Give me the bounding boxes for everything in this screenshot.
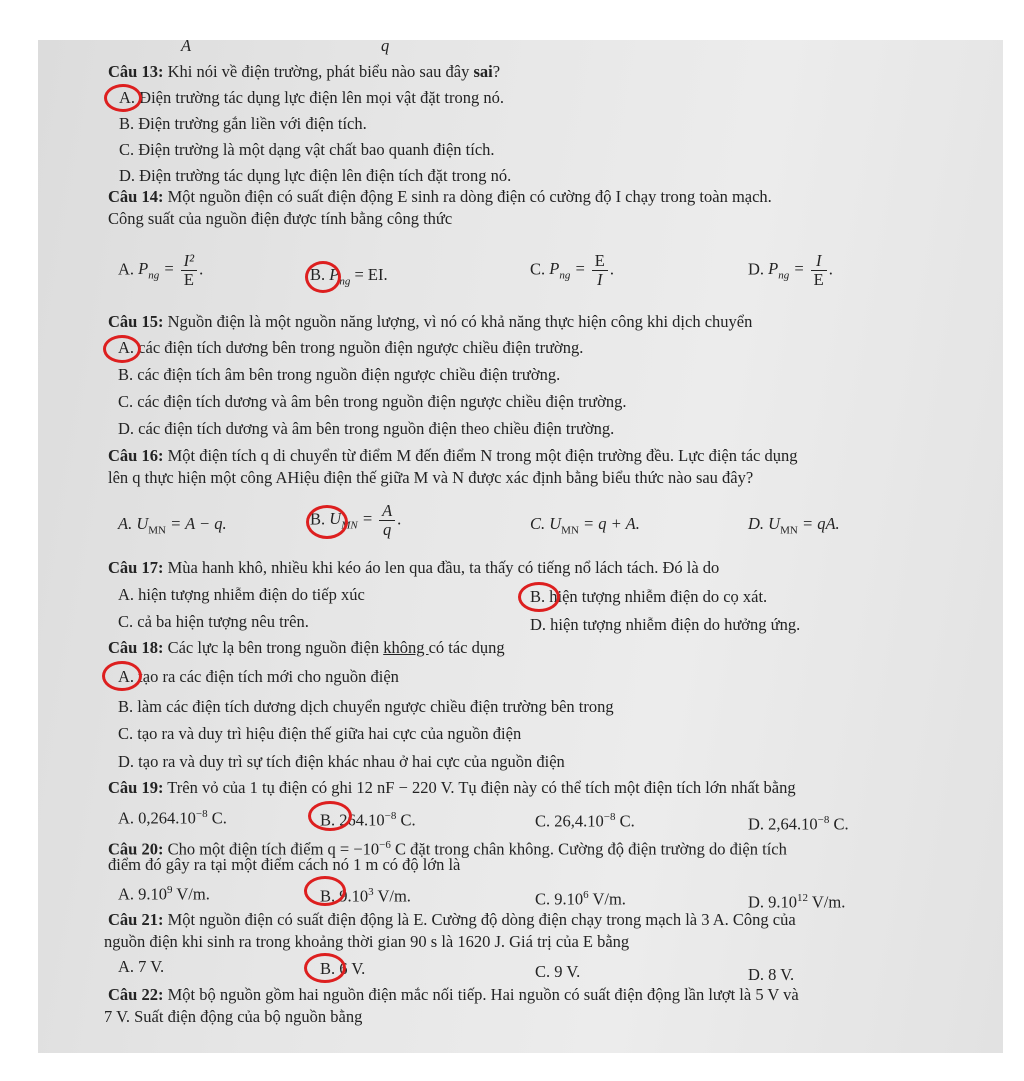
q20-c-text: C. 9.10 — [535, 889, 584, 909]
question-15-text: Nguồn điện là một nguồn năng lượng, vì nó có khả năng thực hiện công khi dịch chuyển — [163, 312, 753, 331]
q14-d-sub: ng — [778, 269, 790, 282]
q20-a-text: A. 9.10 — [118, 884, 168, 904]
question-14-text: Một nguồn điện có suất điện động E sinh ra dòng điện có cường độ I chạy trong toàn mạch. — [163, 187, 772, 206]
q16-d-text: D. U — [748, 514, 781, 533]
q14-c-lhs: P — [549, 259, 560, 279]
q19-d-unit: C. — [829, 814, 849, 834]
q20-d-exp: 12 — [797, 892, 809, 904]
question-18-underline: không — [383, 638, 429, 657]
q20-c-exp: 6 — [583, 889, 589, 901]
q16-a-text: A. U — [118, 514, 149, 533]
question-19-text: Trên vỏ của 1 tụ điện có ghi 12 nF − 220 V. Tụ điện này có thể tích một điện tích lớn nhất bằng — [163, 778, 796, 797]
answer-circle-16b — [306, 505, 348, 539]
q14-c-sub: ng — [559, 269, 571, 282]
question-22-text: Một bộ nguồn gồm hai nguồn điện mắc nối tiếp. Hai nguồn có suất điện động lần lượt là 5 V và — [163, 985, 799, 1004]
q19-b-exp: −8 — [384, 810, 397, 822]
question-17-head: Câu 17: — [108, 558, 164, 577]
q13-option-d: D. Điện trường tác dụng lực điện lên điện tích đặt trong nó. — [119, 166, 512, 185]
q16-d-sub: MN — [780, 524, 798, 537]
q19-b-unit: C. — [396, 810, 416, 830]
q16-c-sub: MN — [561, 524, 579, 537]
question-20-text-b: C đặt trong chân không. Cường độ điện trường do điện tích — [390, 839, 787, 859]
q16-b-num: A — [379, 502, 395, 521]
q16-option-c — [530, 514, 640, 540]
q16-b-sub: MN — [341, 519, 358, 532]
q20-b-unit: V/m. — [373, 886, 411, 906]
q19-option-c — [535, 807, 635, 832]
question-20-exp: −6 — [379, 839, 391, 851]
q16-b-label: B. — [310, 509, 326, 529]
question-13 — [108, 62, 500, 82]
question-13-bold-word: sai — [473, 62, 493, 81]
q14-b-lhs: P — [329, 265, 340, 284]
question-13-text: Khi nói về điện trường, phát biểu nào sau đây — [163, 62, 474, 81]
q19-a-unit: C. — [207, 808, 227, 828]
q14-a-label: A. — [118, 259, 135, 279]
q14-option-d: D. $P_{ng}$ = $\frac{I}{E}$ . — [748, 251, 833, 289]
top-fragment-left: A — [181, 40, 192, 55]
q19-c-unit: C. — [615, 811, 635, 831]
q21-option-a: A. 7 V. — [118, 957, 165, 976]
q20-a-unit: V/m. — [172, 884, 210, 904]
q16-c-text: C. U — [530, 514, 562, 533]
q16-option-a — [118, 514, 227, 540]
answer-circle-15a — [103, 335, 141, 363]
question-15 — [108, 312, 752, 332]
question-17 — [108, 558, 719, 578]
q13-option-c: C. Điện trường là một dạng vật chất bao quanh điện tích. — [119, 140, 495, 159]
q21-option-c: C. 9 V. — [535, 962, 581, 981]
question-14-line1 — [108, 187, 772, 207]
q19-option-d — [748, 810, 849, 835]
q20-d-unit: V/m. — [808, 892, 846, 912]
q16-c-rhs: = q + A. — [578, 514, 640, 533]
question-13-head: Câu 13: — [108, 62, 164, 81]
q16-option-b: B. $U_{MN}$ = $\frac{A}{q}$ . — [310, 501, 402, 539]
q16-a-rhs: = A − q. — [165, 514, 227, 533]
q15-option-d: D. các điện tích dương và âm bên trong nguồn điện theo chiều điện trường. — [118, 419, 615, 438]
q14-a-num: I² — [181, 252, 197, 271]
answer-circle-19b — [308, 801, 352, 831]
answer-circle-13a — [104, 84, 142, 112]
q20-option-d — [748, 888, 845, 913]
question-16-text: Một điện tích q di chuyển từ điểm M đến điểm N trong một điện trường đều. Lực điện tác dụng — [163, 446, 798, 465]
answer-circle-14b — [305, 261, 341, 293]
answer-circle-20b — [304, 876, 346, 906]
q14-option-c: C. $P_{ng}$ = $\frac{E}{I}$ . — [530, 251, 614, 289]
question-18-head: Câu 18: — [108, 638, 164, 657]
exam-paper-photo — [38, 40, 1003, 1053]
question-16-head: Câu 16: — [108, 446, 164, 465]
q18-option-b: B. làm các điện tích dương dịch chuyển ngược chiều điện trường bên trong — [118, 697, 614, 716]
question-19 — [108, 778, 796, 798]
question-21-line1 — [108, 910, 796, 930]
question-13-tail: ? — [492, 62, 501, 81]
q19-c-exp: −8 — [603, 811, 616, 823]
q20-c-unit: V/m. — [588, 889, 626, 909]
q14-a-lhs: P — [138, 259, 149, 279]
q20-d-text: D. 9.10 — [748, 892, 798, 912]
q15-option-c: C. các điện tích dương và âm bên trong nguồn điện ngược chiều điện trường. — [118, 392, 627, 411]
q21-option-b: B. 6 V. — [320, 959, 366, 978]
q14-d-den: E — [813, 270, 824, 289]
q14-c-num: E — [592, 252, 608, 271]
q14-b-label: B. — [310, 265, 326, 284]
q14-d-num: I — [811, 252, 827, 271]
q16-a-sub: MN — [148, 524, 166, 537]
q19-d-text: D. 2,64.10 — [748, 814, 818, 834]
q18-option-d: D. tạo ra và duy trì sự tích điện khác nhau ở hai cực của nguồn điện — [118, 752, 565, 771]
q14-a-sub: ng — [148, 269, 160, 282]
q14-b-rhs: = EI. — [354, 265, 388, 284]
q20-b-exp: 3 — [368, 886, 374, 898]
q20-option-a — [118, 880, 210, 905]
q18-option-c: C. tạo ra và duy trì hiệu điện thế giữa hai cực của nguồn điện — [118, 724, 522, 743]
question-18-text: Các lực lạ bên trong nguồn điện — [163, 638, 384, 657]
question-22-line2: 7 V. Suất điện động của bộ nguồn bằng — [104, 1007, 363, 1026]
q19-option-a — [118, 804, 227, 829]
q20-a-exp: 9 — [167, 884, 173, 896]
question-21-head: Câu 21: — [108, 910, 164, 929]
question-18 — [108, 638, 505, 658]
question-22-line1 — [108, 985, 799, 1005]
q16-d-rhs: = qA. — [797, 514, 840, 533]
q16-b-den: q — [383, 520, 392, 539]
q19-a-text: A. 0,264.10 — [118, 808, 196, 828]
q19-d-exp: −8 — [817, 814, 830, 826]
answer-circle-17b — [518, 582, 560, 612]
q19-a-exp: −8 — [195, 808, 208, 820]
q16-option-d — [748, 514, 840, 540]
top-fragment-right: q — [381, 40, 390, 55]
question-20-line2: điểm đó gây ra tại một điểm cách nó 1 m có độ lớn là — [108, 855, 461, 874]
question-16-line2: lên q thực hiện một công AHiệu điện thế giữa M và N được xác định bằng biểu thức nào sau đây? — [108, 468, 754, 487]
question-21-line2: nguồn điện khi sinh ra trong khoảng thời gian 90 s là 1620 J. Giá trị của E bằng — [104, 932, 630, 951]
question-22-head: Câu 22: — [108, 985, 164, 1004]
q16-b-lhs: U — [329, 509, 342, 529]
question-21-text: Một nguồn điện có suất điện động là E. Cường độ dòng điện chạy trong mạch là 3 A. Công của — [163, 910, 796, 929]
q14-d-label: D. — [748, 259, 765, 279]
q19-c-text: C. 26,4.10 — [535, 811, 604, 831]
question-14-line2: Công suất của nguồn điện được tính bằng công thức — [108, 209, 453, 228]
q14-c-label: C. — [530, 259, 546, 279]
q15-option-b: B. các điện tích âm bên trong nguồn điện ngược chiều điện trường. — [118, 365, 561, 384]
q18-option-a: A. tạo ra các điện tích mới cho nguồn điện — [118, 667, 399, 686]
q20-option-c — [535, 885, 626, 910]
question-20-head: Câu 20: — [108, 839, 164, 859]
q14-a-den: E — [183, 270, 194, 289]
q21-option-d: D. 8 V. — [748, 965, 795, 984]
q17-option-d: D. hiện tượng nhiễm điện do hưởng ứng. — [530, 615, 801, 634]
q20-b-text: B. 9.10 — [320, 886, 369, 906]
question-20-text-a: Cho một điện tích điểm q = −10 — [163, 839, 380, 859]
answer-circle-21b — [304, 953, 346, 983]
question-15-head: Câu 15: — [108, 312, 164, 331]
q14-d-lhs: P — [768, 259, 779, 279]
q17-option-c: C. cả ba hiện tượng nêu trên. — [118, 612, 309, 631]
question-19-head: Câu 19: — [108, 778, 164, 797]
question-17-text: Mùa hanh khô, nhiều khi kéo áo len qua đầu, ta thấy có tiếng nổ lách tách. Đó là do — [163, 558, 720, 577]
q14-b-sub: ng — [339, 275, 351, 288]
q14-c-den: I — [597, 270, 603, 289]
q15-option-a: A. các điện tích dương bên trong nguồn điện ngược chiều điện trường. — [118, 338, 584, 357]
question-16-line1 — [108, 446, 798, 466]
q19-b-text: B. 264.10 — [320, 810, 385, 830]
q13-option-b: B. Điện trường gắn liền với điện tích. — [119, 114, 367, 133]
q17-option-a: A. hiện tượng nhiễm điện do tiếp xúc — [118, 585, 365, 604]
question-14-head: Câu 14: — [108, 187, 164, 206]
q13-option-a: A. Điện trường tác dụng lực điện lên mọi vật đặt trong nó. — [119, 88, 504, 107]
answer-circle-18a — [102, 661, 142, 691]
q17-option-b: B. hiện tượng nhiễm điện do cọ xát. — [530, 587, 768, 606]
q14-option-a: A. $P_{ng}$ = $\frac{\text{I²}}{E}$ . — [118, 251, 204, 289]
question-18-tail: có tác dụng — [428, 638, 505, 657]
